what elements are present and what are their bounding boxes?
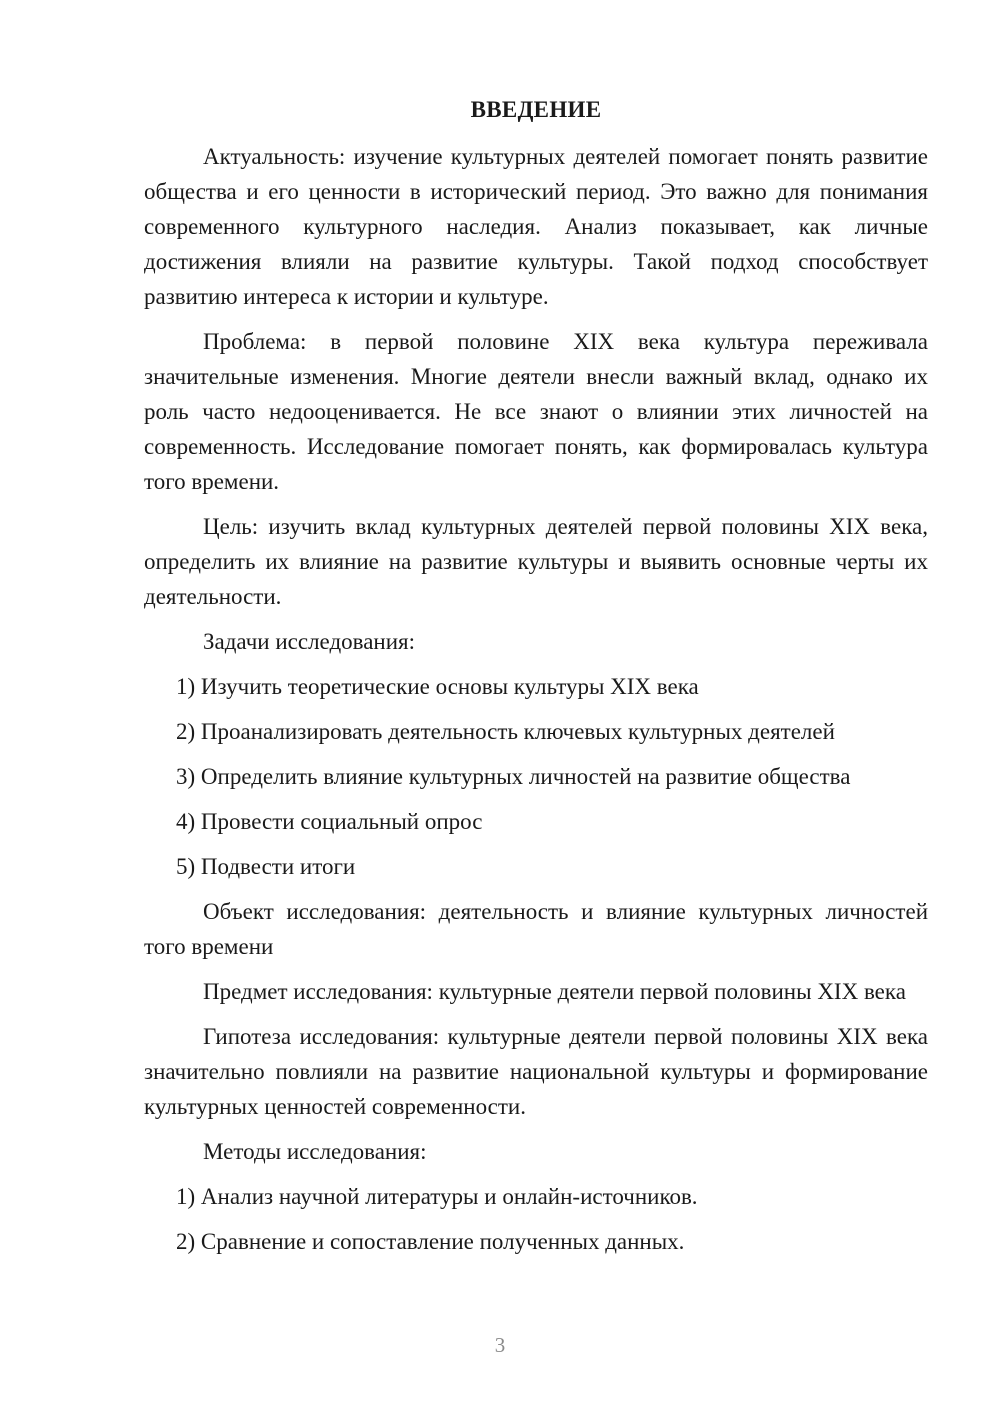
subject-paragraph: Предмет исследования: культурные деятели первой половины XIX века <box>203 979 906 1004</box>
page-number: 3 <box>494 1333 506 1357</box>
page-content <box>144 94 928 1269</box>
method-item-2: 2) Сравнение и сопоставление полученных данных. <box>176 1229 685 1254</box>
relevance-paragraph: Актуальность: изучение культурных деятелей помогает понять развитие общества и его ценности в исторический период. Это важно для понимания современного культурного наследия. Анализ показывает, как личные достижения влияли на развитие культуры. Такой подход способствует развитию интереса к истории и культуре. <box>144 144 928 309</box>
method-item-1: 1) Анализ научной литературы и онлайн-источников. <box>176 1184 698 1209</box>
page-title: ВВЕДЕНИЕ <box>470 97 602 122</box>
task-item-2: 2) Проанализировать деятельность ключевых культурных деятелей <box>176 719 835 744</box>
goal-paragraph: Цель: изучить вклад культурных деятелей первой половины XIX века, определить их влияние на развитие культуры и выявить основные черты их деятельности. <box>144 514 928 609</box>
problem-paragraph: Проблема: в первой половине XIX века культура переживала значительные изменения. Многие деятели внесли важный вклад, однако их роль часто недооценивается. Не все знают о влиянии этих личностей на современность. Исследование помогает понять, как формировалась культура того времени. <box>144 329 928 494</box>
task-item-1: 1) Изучить теоретические основы культуры XIX века <box>176 674 699 699</box>
object-paragraph: Объект исследования: деятельность и влияние культурных личностей того времени <box>144 899 928 959</box>
methods-list <box>144 1179 928 1259</box>
methods-heading: Методы исследования: <box>203 1139 427 1164</box>
tasks-list <box>144 669 928 884</box>
task-item-3: 3) Определить влияние культурных личностей на развитие общества <box>176 764 851 789</box>
tasks-heading: Задачи исследования: <box>203 629 416 654</box>
hypothesis-paragraph: Гипотеза исследования: культурные деятели первой половины XIX века значительно повлияли на развитие национальной культуры и формирование культурных ценностей современности. <box>144 1024 928 1119</box>
task-item-4: 4) Провести социальный опрос <box>176 809 483 834</box>
task-item-5: 5) Подвести итоги <box>176 854 356 879</box>
